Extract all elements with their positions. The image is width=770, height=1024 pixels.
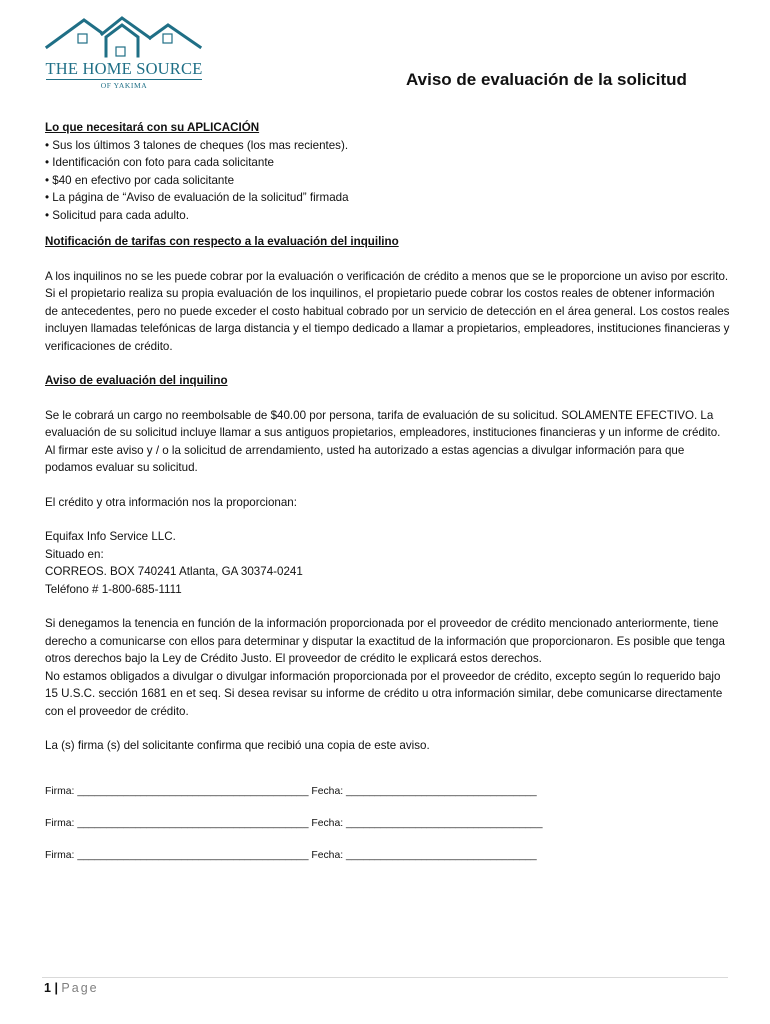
provider-phone: Teléfono # 1-800-685-1111 xyxy=(45,582,182,596)
footer-separator: | xyxy=(54,981,58,995)
signature-block xyxy=(45,783,730,879)
document-title: Aviso de evaluación de la solicitud xyxy=(406,70,687,89)
logo-subtitle: OF YAKIMA xyxy=(100,81,148,90)
page-number: 1 xyxy=(44,981,51,995)
fee-notice-heading: Notificación de tarifas con respecto a la evaluación del inquilino xyxy=(45,235,399,248)
logo-divider xyxy=(46,79,202,80)
provider-name: Equifax Info Service LLC. xyxy=(45,530,176,543)
requirements-list xyxy=(45,137,730,225)
houses-icon xyxy=(44,12,204,58)
page-label: Page xyxy=(61,981,99,995)
list-item: • Identificación con foto para cada solicitante xyxy=(45,154,730,172)
provider-located-label: Situado en: xyxy=(45,547,104,561)
footer-divider xyxy=(42,977,728,978)
page-footer xyxy=(44,981,99,995)
list-item: • Sus los últimos 3 talones de cheques (los mas recientes). xyxy=(45,137,730,155)
signature-line[interactable]: Firma: ________________________________________ Fecha: _________________________________ xyxy=(45,849,537,861)
rights-paragraph: Si denegamos la tenencia en función de la información proporcionada por el proveedor de crédito mencionado anteriormente, tiene derecho a comunicarse con ellos para determinar y disputar la exactitud de la información que proporcionaron. Es posible que tenga otros derechos bajo la Ley de Crédito Justo. El proveedor de crédito le explicará estos derechos. xyxy=(45,617,725,665)
signature-line[interactable]: Firma: ________________________________________ Fecha: __________________________________ xyxy=(45,817,543,829)
disclosure-paragraph: No estamos obligados a divulgar o divulgar información proporcionada por el proveedor de crédito, excepto según lo requerido bajo 15 U.S.C. sección 1681 en et seq. Si desea revisar su informe de crédito u otra información similar, debe comunicarse directamente con el proveedor de crédito. xyxy=(45,669,723,718)
company-logo xyxy=(44,12,204,92)
signature-line[interactable]: Firma: ________________________________________ Fecha: _________________________________ xyxy=(45,785,537,797)
requirements-heading: Lo que necesitará con su APLICACIÓN xyxy=(45,121,260,134)
tenant-screening-heading: Aviso de evaluación del inquilino xyxy=(45,374,228,387)
list-item: • Solicitud para cada adulto. xyxy=(45,207,730,225)
provider-intro-paragraph: El crédito y otra información nos la proporcionan: xyxy=(45,495,297,509)
logo-name: THE HOME SOURCE xyxy=(45,59,203,78)
list-item: • La página de “Aviso de evaluación de la solicitud” firmada xyxy=(45,189,730,207)
document-body xyxy=(45,119,730,879)
confirmation-paragraph: La (s) firma (s) del solicitante confirma que recibió una copia de este aviso. xyxy=(45,739,430,752)
screening-fee-paragraph: Se le cobrará un cargo no reembolsable de $40.00 por persona, tarifa de evaluación de su solicitud. SOLAMENTE EFECTIVO. La evaluación de su solicitud incluye llamar a sus antiguos propietarios, empleadores, instituciones financieras y un informe de crédito. Al firmar este aviso y / o la solicitud de arrendamiento, usted ha autorizado a estas agencias a divulgar información para que podamos evaluar su solicitud. xyxy=(45,408,721,474)
provider-address: CORREOS. BOX 740241 Atlanta, GA 30374-0241 xyxy=(45,565,303,578)
list-item: • $40 en efectivo por cada solicitante xyxy=(45,172,730,190)
fee-notice-paragraph: A los inquilinos no se les puede cobrar por la evaluación o verificación de crédito a menos que se le proporcione un aviso por escrito. Si el propietario realiza su propia evaluación de los inquilinos, el propietario puede cobrar los costos reales de obtener información de antecedentes, pero no puede exceder el costo habitual cobrado por un servicio de detección en el área general. Los costos reales incluyen llamadas telefónicas de larga distancia y el tiempo dedicado a llamar a propietarios, empleadores, instituciones financieras y verificaciones de crédito. xyxy=(45,269,730,353)
